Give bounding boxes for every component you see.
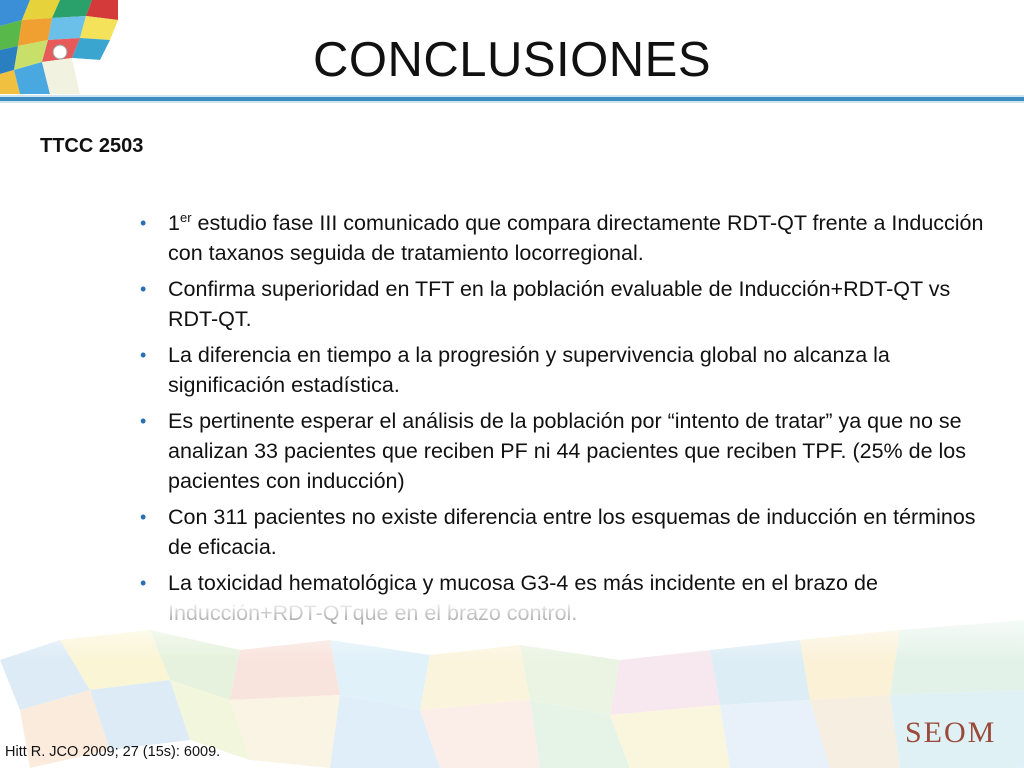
study-name: TTCC 2503 <box>40 135 144 157</box>
bullet-icon: • <box>140 573 147 593</box>
list-item: • 1er estudio fase III comunicado que compara directamente RDT-QT frente a Inducción con taxanos seguida de tratamiento locorregional. <box>140 209 984 265</box>
conclusion-list <box>140 208 1000 634</box>
seom-logo: SEOM <box>905 716 997 749</box>
title-divider <box>0 95 1024 103</box>
list-item: • Con 311 pacientes no existe diferencia entre los esquemas de inducción en términos de eficacia. <box>140 502 1000 562</box>
bullet-icon: • <box>140 411 147 431</box>
mosaic-footer-background <box>0 600 1024 768</box>
citation: Hitt R. JCO 2009; 27 (15s): 6009. <box>5 744 221 760</box>
list-item: • La toxicidad hematológica y mucosa G3-4 es más incidente en el brazo de <box>140 568 1000 628</box>
list-item: • Es pertinente esperar el análisis de la población por “intento de tratar” ya que no se analizan 33 pacientes que reciben PF ni 44 pacientes que reciben TPF. (25% de los pacientes con inducción) <box>140 406 1000 496</box>
bullet-icon: • <box>140 345 147 365</box>
bullet-icon: • <box>140 213 147 233</box>
bullet-icon: • <box>140 279 147 299</box>
list-item: • Confirma superioridad en TFT en la población evaluable de Inducción+RDT-QT vs RDT-QT. <box>140 274 1000 334</box>
list-item: • La diferencia en tiempo a la progresión y supervivencia global no alcanza la significación estadística. <box>140 340 1000 400</box>
bullet-icon: • <box>140 507 147 527</box>
slide-title: CONCLUSIONES <box>312 33 712 87</box>
